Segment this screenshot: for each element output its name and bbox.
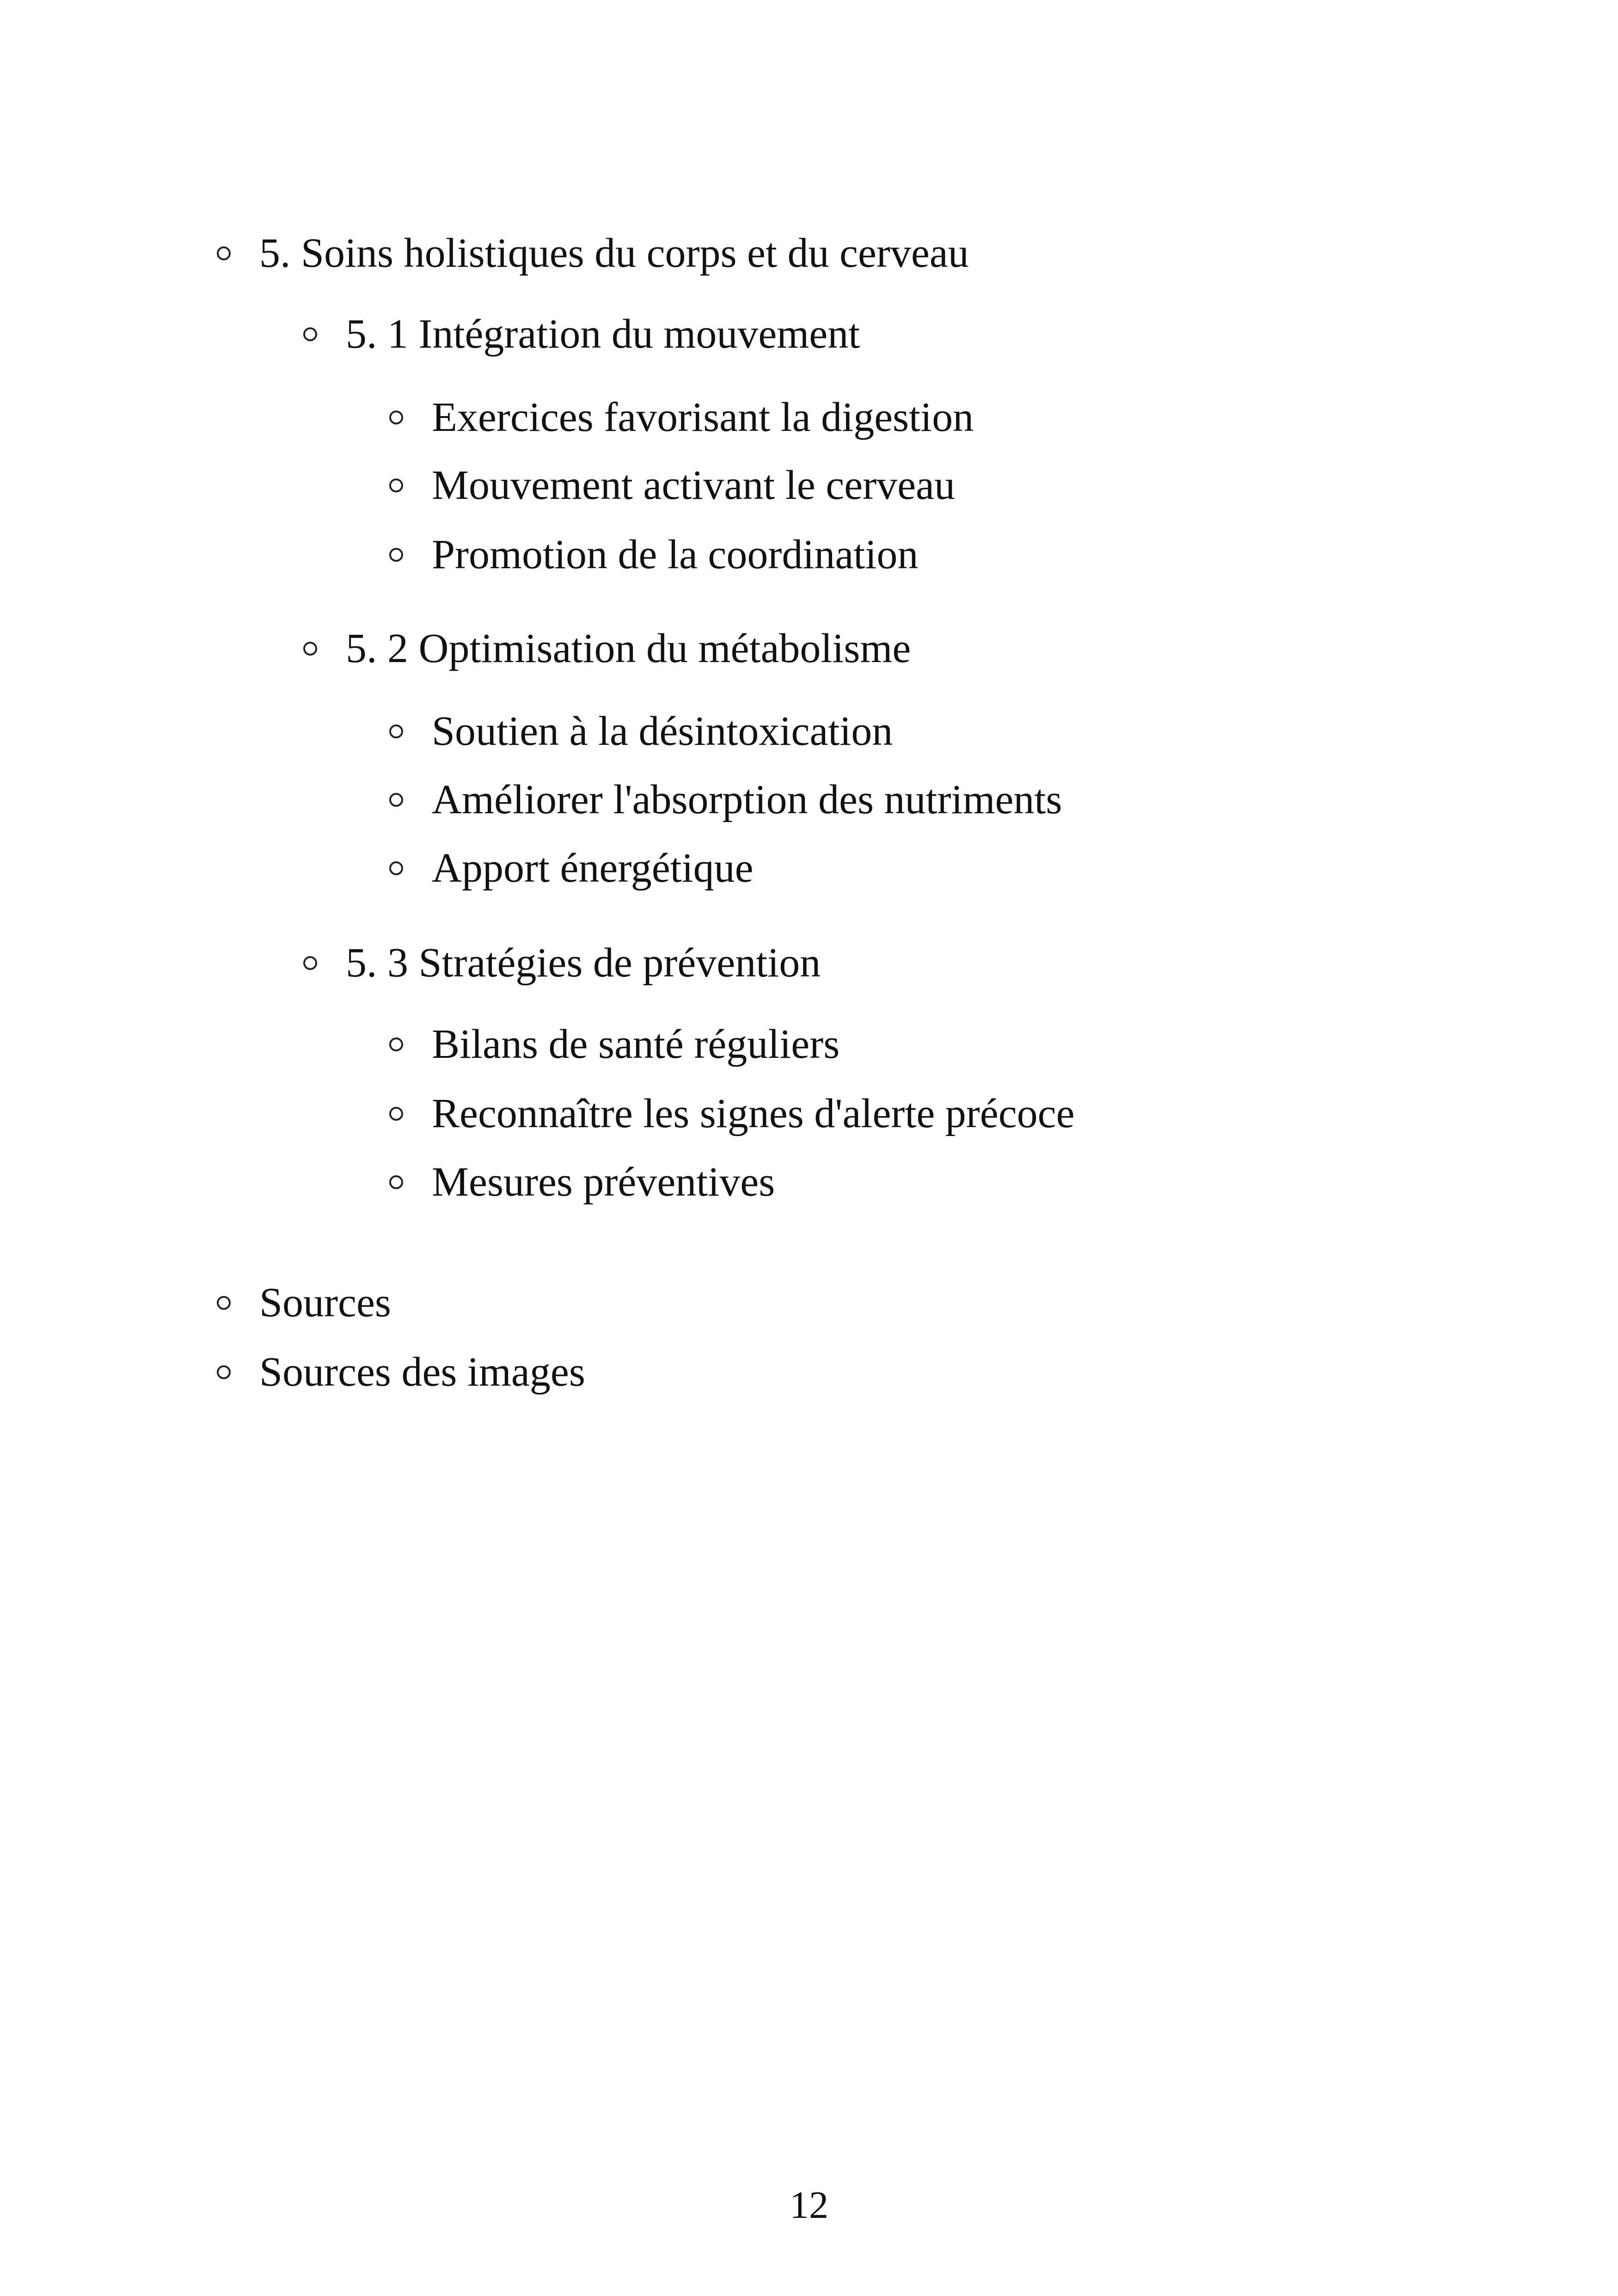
circle-bullet-icon	[217, 246, 231, 260]
circle-bullet-icon	[303, 642, 317, 656]
circle-bullet-icon	[389, 1175, 403, 1189]
toc-entry-section-5-1[interactable]	[303, 309, 860, 360]
circle-bullet-icon	[303, 956, 317, 970]
toc-entry-label: Reconnaître les signes d'alerte précoce	[432, 1091, 1075, 1136]
circle-bullet-icon	[389, 1107, 403, 1121]
toc-entry-sources[interactable]	[217, 1277, 391, 1328]
toc-entry-section-5-2[interactable]	[303, 623, 911, 674]
toc-entry-label: Sources	[259, 1280, 391, 1326]
toc-entry-label: Exercices favorisant la digestion	[432, 394, 974, 440]
circle-bullet-icon	[303, 327, 317, 341]
page-number: 12	[790, 2184, 828, 2227]
toc-entry-digestion-exercises[interactable]	[389, 392, 974, 443]
toc-entry-label: Sources des images	[259, 1349, 585, 1395]
toc-entry-image-sources[interactable]	[217, 1347, 585, 1398]
circle-bullet-icon	[389, 793, 403, 807]
toc-entry-section-5[interactable]	[217, 228, 969, 279]
toc-entry-label: Apport énergétique	[432, 845, 754, 891]
toc-entry-label: Promotion de la coordination	[432, 532, 919, 577]
toc-entry-label: 5. 1 Intégration du mouvement	[346, 311, 860, 357]
circle-bullet-icon	[389, 724, 403, 738]
toc-entry-health-checks[interactable]	[389, 1019, 840, 1070]
circle-bullet-icon	[389, 411, 403, 424]
toc-entry-warning-signs[interactable]	[389, 1088, 1075, 1139]
toc-entry-brain-movement[interactable]	[389, 460, 955, 511]
circle-bullet-icon	[389, 479, 403, 492]
circle-bullet-icon	[389, 861, 403, 875]
toc-entry-label: 5. Soins holistiques du corps et du cerveau	[259, 230, 969, 276]
circle-bullet-icon	[217, 1365, 231, 1379]
circle-bullet-icon	[217, 1296, 231, 1310]
toc-entry-label: Améliorer l'absorption des nutriments	[432, 777, 1062, 823]
toc-entry-label: 5. 2 Optimisation du métabolisme	[346, 626, 911, 671]
toc-entry-label: Bilans de santé réguliers	[432, 1021, 840, 1067]
circle-bullet-icon	[389, 1037, 403, 1051]
toc-entry-energy-intake[interactable]	[389, 843, 754, 894]
toc-entry-section-5-3[interactable]	[303, 938, 821, 988]
toc-entry-nutrient-absorption[interactable]	[389, 774, 1062, 825]
toc-entry-preventive-measures[interactable]	[389, 1157, 775, 1208]
toc-entry-label: 5. 3 Stratégies de prévention	[346, 940, 821, 986]
toc-entry-detox[interactable]	[389, 706, 893, 757]
toc-entry-label: Mouvement activant le cerveau	[432, 462, 955, 508]
toc-entry-label: Soutien à la désintoxication	[432, 708, 893, 754]
toc-entry-coordination[interactable]	[389, 529, 918, 580]
circle-bullet-icon	[389, 548, 403, 562]
toc-entry-label: Mesures préventives	[432, 1159, 775, 1205]
